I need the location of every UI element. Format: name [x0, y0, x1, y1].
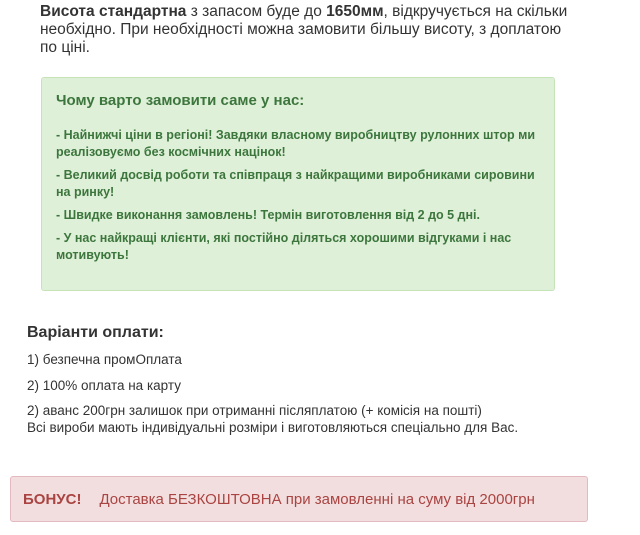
intro-text-1: з запасом буде до	[186, 3, 327, 20]
bonus-label: БОНУС!	[23, 490, 82, 508]
why-us-alert	[41, 77, 555, 291]
why-us-item-3: - Швидке виконання замовлень! Термін виготовлення від 2 до 5 дні.	[56, 208, 480, 222]
intro-bold-lead: Висота стандартна	[40, 3, 187, 20]
intro-text-2: , відкручується на скільки необхідно. При необхідності можна замовити більшу висоту, з доплатою по ціні.	[40, 3, 568, 56]
bonus-text: Доставка БЕЗКОШТОВНА при замовленні на суму від 2000грн	[99, 490, 535, 508]
why-us-item-4: - У нас найкращі клієнти, які постійно діляться хорошими відгуками і нас мотивують!	[56, 231, 512, 262]
payment-note: Всі вироби мають індивідуальні розміри і виготовляються спеціально для Вас.	[27, 420, 519, 435]
intro-paragraph	[40, 3, 570, 57]
payment-title: Варіанти оплати:	[27, 324, 164, 341]
payment-option-1: 1) безпечна промОплата	[27, 352, 182, 367]
why-us-item-2: - Великий досвід роботи та співпраця з найкращими виробниками сировини на ринку!	[56, 168, 535, 199]
bonus-alert	[10, 476, 588, 522]
intro-bold-height: 1650мм	[326, 3, 384, 20]
why-us-title: Чому варто замовити саме у нас:	[56, 92, 305, 109]
payment-option-3: 2) аванс 200грн залишок при отриманні післяплатою (+ комісія на пошті)	[27, 403, 482, 418]
why-us-item-1: - Найнижчі ціни в регіоні! Завдяки власному виробництву рулонних штор ми реалізовуємо без космічних націнок!	[56, 128, 535, 159]
payment-option-2: 2) 100% оплата на карту	[27, 378, 181, 393]
